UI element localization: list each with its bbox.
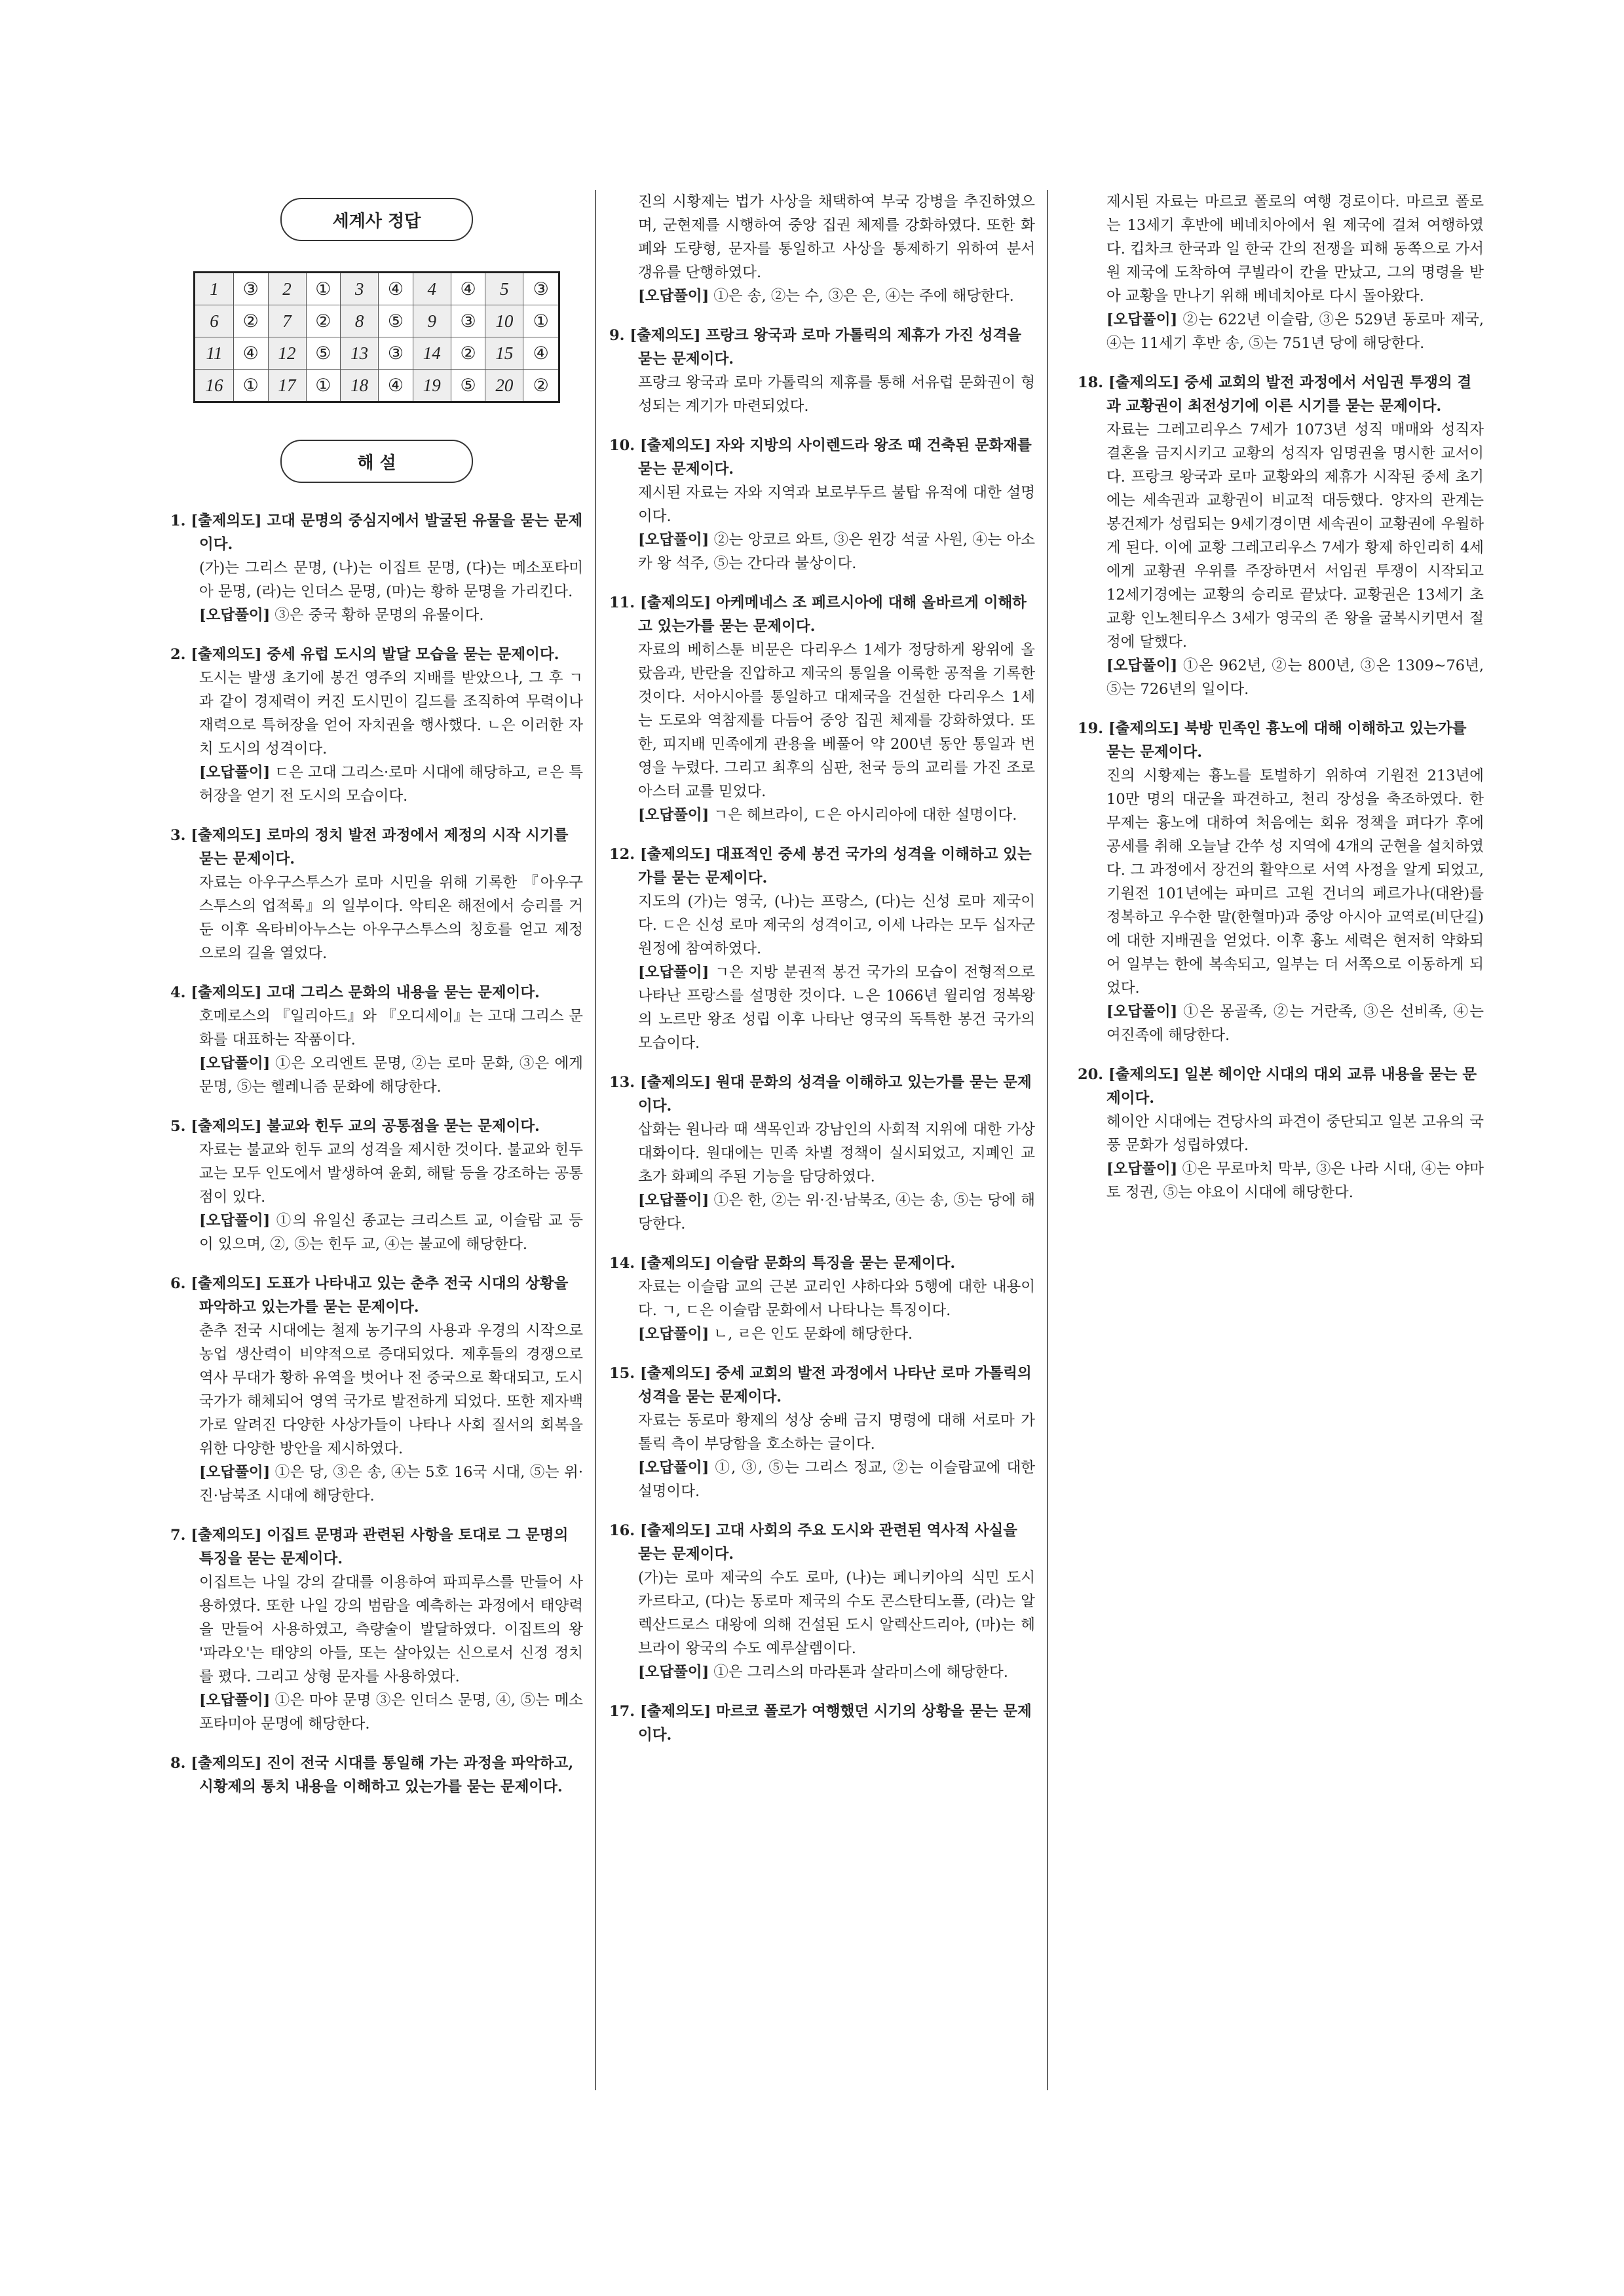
- question-body: [170, 871, 583, 965]
- question-heading: 15. [출제의도] 중세 교회의 발전 과정에서 나타난 로마 가톨릭의 성격을 묻는 문제이다.: [609, 1365, 1032, 1406]
- question-body: [609, 481, 1035, 575]
- answer-number: 13: [341, 337, 379, 370]
- wrong-answer-label: [오답풀이]: [199, 764, 271, 781]
- wrong-answer-label: [오답풀이]: [638, 807, 709, 824]
- wrong-answer-note: [199, 603, 583, 627]
- wrong-answer-note: [638, 284, 1035, 308]
- answer-choice: ④: [379, 370, 413, 402]
- answer-number: 14: [413, 337, 451, 370]
- question-body: [609, 371, 1035, 418]
- explanation-q8: [609, 190, 1035, 308]
- answer-number: 4: [413, 273, 451, 305]
- explanation-q4: [170, 981, 583, 1099]
- explanation-text: 지도의 (가)는 영국, (나)는 프랑스, (다)는 신성 로마 제국이다. ㄷ은 신성 로마 제국의 성격이고, 이세 나라는 모두 십자군 원정에 참여하였다.: [638, 893, 1035, 957]
- wrong-answer-text: ①, ③, ⑤는 그리스 정교, ②는 이슬람교에 대한 설명이다.: [638, 1459, 1035, 1500]
- explanation-q6: [170, 1272, 583, 1508]
- answer-choice: ④: [379, 273, 413, 305]
- explanation-text: 진의 시황제는 법가 사상을 채택하여 부국 강병을 추진하였으며, 군현제를 시행하여 중앙 집권 체제를 강화하였다. 또한 화폐와 도량형, 문자를 통일하고 사상을 통제하기 위하여 분서 갱유를 단행하였다.: [638, 193, 1035, 281]
- wrong-answer-label: [오답풀이]: [638, 288, 709, 305]
- wrong-answer-note: [1106, 1157, 1484, 1204]
- question-body: [609, 638, 1035, 827]
- explanation-q2: [170, 643, 583, 808]
- wrong-answer-note: [638, 961, 1035, 1055]
- explanation-text: 제시된 자료는 마르코 폴로의 여행 경로이다. 마르코 폴로는 13세기 후반에 베네치아에서 원 제국에 걸쳐 여행하였다. 킵차크 한국과 일 한국 간의 전쟁을 피해 동쪽으로 가서 원 제국에 도착하여 쿠빌라이 칸을 만났고, 그의 명령을 받아 교황을 만나기 위해 베네치아로 다시 돌아왔다.: [1106, 193, 1484, 305]
- answer-number: 15: [485, 337, 523, 370]
- wrong-answer-label: [오답풀이]: [638, 964, 709, 981]
- wrong-answer-text: ①은 한, ②는 위·진·남북조, ④는 송, ⑤는 당에 해당한다.: [638, 1192, 1035, 1233]
- wrong-answer-text: ③은 중국 황하 문명의 유물이다.: [270, 607, 484, 624]
- answer-choice: ①: [523, 305, 559, 337]
- answer-number: 6: [195, 305, 234, 337]
- question-heading: 12. [출제의도] 대표적인 중세 봉건 국가의 성격을 이해하고 있는가를 묻는 문제이다.: [609, 846, 1032, 887]
- answer-choice: ⑤: [451, 370, 485, 402]
- explanation-text: 헤이안 시대에는 견당사의 파견이 중단되고 일본 고유의 국풍 문화가 성립하였다.: [1106, 1113, 1484, 1154]
- answer-table: [193, 271, 560, 403]
- question-body: [609, 1275, 1035, 1346]
- wrong-answer-note: [638, 528, 1035, 575]
- wrong-answer-label: [오답풀이]: [199, 1212, 271, 1229]
- question-heading: 20. [출제의도] 일본 헤이안 시대의 대외 교류 내용을 묻는 문제이다.: [1078, 1066, 1477, 1107]
- wrong-answer-label: [오답풀이]: [638, 1192, 709, 1209]
- explanation-text: 자료는 동로마 황제의 성상 숭배 금지 명령에 대해 서로마 가톨릭 측이 부당함을 호소하는 글이다.: [638, 1412, 1035, 1453]
- answer-number: 19: [413, 370, 451, 402]
- question-body: [1078, 418, 1484, 701]
- wrong-answer-note: [638, 1456, 1035, 1503]
- question-body: [170, 1571, 583, 1736]
- wrong-answer-note: [199, 1052, 583, 1099]
- question-body: [609, 1409, 1035, 1503]
- question-heading: 19. [출제의도] 북방 민족인 흉노에 대해 이해하고 있는가를 묻는 문제이다.: [1078, 720, 1467, 761]
- answer-number: 3: [341, 273, 379, 305]
- question-body: [609, 1566, 1035, 1684]
- wrong-answer-label: [오답풀이]: [199, 1055, 271, 1072]
- explanation-text: 도시는 발생 초기에 봉건 영주의 지배를 받았으나, 그 후 ㄱ과 같이 경제력이 커진 도시민이 길드를 조직하여 무력이나 재력으로 특허장을 얻어 자치권을 행사했다. ㄴ은 이러한 자치 도시의 성격이다.: [199, 670, 583, 757]
- answer-choice: ①: [306, 273, 341, 305]
- explanation-text: 호메로스의 『일리아드』와 『오디세이』는 고대 그리스 문화를 대표하는 작품이다.: [199, 1008, 583, 1048]
- wrong-answer-text: ①은 마야 문명 ③은 인더스 문명, ④, ⑤는 메소포타미아 문명에 해당한다.: [199, 1692, 583, 1732]
- answer-choice: ④: [523, 337, 559, 370]
- answer-choice: ③: [379, 337, 413, 370]
- explanation-q1: [170, 509, 583, 627]
- answer-choice: ②: [306, 305, 341, 337]
- question-body: [1078, 764, 1484, 1047]
- wrong-answer-text: ①은 그리스의 마라톤과 살라미스에 해당한다.: [709, 1664, 1008, 1681]
- wrong-answer-text: ①은 무로마치 막부, ③은 나라 시대, ④는 야마토 정권, ⑤는 야요이 시대에 해당한다.: [1106, 1160, 1484, 1201]
- wrong-answer-note: [199, 1461, 583, 1508]
- wrong-answer-text: ①의 유일신 종교는 크리스트 교, 이슬람 교 등이 있으며, ②, ⑤는 힌두 교, ④는 불교에 해당한다.: [199, 1212, 583, 1253]
- answer-choice: ⑤: [306, 337, 341, 370]
- wrong-answer-note: [638, 1660, 1035, 1684]
- question-body: [170, 1319, 583, 1508]
- question-heading: 8. [출제의도] 진이 전국 시대를 통일해 가는 과정을 파악하고, 시황제의 통치 내용을 이해하고 있는가를 묻는 문제이다.: [170, 1755, 574, 1795]
- answer-choice: ②: [233, 305, 268, 337]
- question-heading: 4. [출제의도] 고대 그리스 문화의 내용을 묻는 문제이다.: [170, 984, 540, 1001]
- question-heading: 13. [출제의도] 원대 문화의 성격을 이해하고 있는가를 묻는 문제이다.: [609, 1074, 1032, 1115]
- answer-row: [195, 273, 559, 305]
- answer-number: 11: [195, 337, 234, 370]
- explanation-q15: [609, 1362, 1035, 1503]
- answer-number: 16: [195, 370, 234, 402]
- question-heading: 16. [출제의도] 고대 사회의 주요 도시와 관련된 역사적 사실을 묻는 문제이다.: [609, 1522, 1018, 1563]
- explanation-text: 자료는 아우구스투스가 로마 시민을 위해 기록한 『아우구스투스의 업적록』의 일부이다. 악티온 해전에서 승리를 거둔 이후 옥타비아누스는 아우구스투스의 칭호를 얻고 제정으로의 길을 열었다.: [199, 874, 583, 962]
- question-heading: 5. [출제의도] 불교와 힌두 교의 공통점을 묻는 문제이다.: [170, 1118, 540, 1135]
- answer-choice: ②: [523, 370, 559, 402]
- wrong-answer-note: [1106, 654, 1484, 701]
- explanation-text: 자료는 불교와 힌두 교의 성격을 제시한 것이다. 불교와 힌두 교는 모두 인도에서 발생하여 윤회, 해탈 등을 강조하는 공통점이 있다.: [199, 1141, 584, 1206]
- wrong-answer-text: ①은 오리엔트 문명, ②는 로마 문화, ③은 에게 문명, ⑤는 헬레니즘 문화에 해당한다.: [199, 1055, 583, 1096]
- explanation-q11: [609, 591, 1035, 827]
- wrong-answer-label: [오답풀이]: [1106, 657, 1178, 674]
- question-heading: 17. [출제의도] 마르코 폴로가 여행했던 시기의 상황을 묻는 문제이다.: [609, 1703, 1032, 1744]
- answer-number: 17: [268, 370, 306, 402]
- explanation-text: 자료의 베히스툰 비문은 다리우스 1세가 정당하게 왕위에 올랐음과, 반란을 진압하고 제국의 통일을 이룩한 공적을 기록한 것이다. 서아시아를 통일하고 대제국을 건설한 다리우스 1세는 도로와 역참제를 다듬어 중앙 집권 체제를 강화하였다. 또한, 피지배 민족에게 관용을 베풀어 약 200년 동안 통일과 번영을 누렸다. 그리고 최후의 심판, 천국 등의 교리를 가진 조로아스터 교를 믿었다.: [638, 641, 1035, 800]
- wrong-answer-note: [638, 1322, 1035, 1346]
- column-divider: [1047, 190, 1048, 2090]
- wrong-answer-text: ①은 몽골족, ②는 거란족, ③은 선비족, ④는 여진족에 해당한다.: [1106, 1003, 1484, 1044]
- explanation-q8: [170, 1751, 583, 1799]
- answer-row: [195, 305, 559, 337]
- wrong-answer-text: ②는 622년 이슬람, ③은 529년 동로마 제국, ④는 11세기 후반 송, ⑤는 751년 당에 해당한다.: [1106, 311, 1484, 352]
- wrong-answer-note: [638, 803, 1035, 827]
- explanation-text: 자료는 그레고리우스 7세가 1073년 성직 매매와 성직자 결혼을 금지시키고 교황의 성직자 임명권을 명시한 교서이다. 프랑크 왕국과 로마 교황와의 제휴가 시작된 중세 초기에는 세속권과 교황권이 비교적 대등했다. 양자의 관계는 봉건제가 성립되는 9세기경이면 세속권이 교황권에 우월하게 된다. 이에 교황 그레고리우스 7세가 황제 하인리히 4세에게 교황권 우위를 주장하면서 서임권 투쟁이 시작되고 12세기경에는 교황의 승리로 끝났다. 교황권은 13세기 초 교황 인노첸티우스 3세가 영국의 존 왕을 굴복시키면서 절정에 달했다.: [1106, 421, 1484, 651]
- question-heading: 9. [출제의도] 프랑크 왕국과 로마 가톨릭의 제휴가 가진 성격을 묻는 문제이다.: [609, 327, 1022, 368]
- question-heading: 6. [출제의도] 도표가 나타내고 있는 춘추 전국 시대의 상황을 파악하고 있는가를 묻는 문제이다.: [170, 1275, 569, 1316]
- explanation-text: 제시된 자료는 자와 지역과 보로부두르 불탑 유적에 대한 설명이다.: [638, 484, 1035, 525]
- question-body: [170, 1138, 583, 1256]
- explanation-q18: [1078, 371, 1484, 701]
- wrong-answer-text: ㄱ은 헤브라이, ㄷ은 아시리아에 대한 설명이다.: [709, 807, 1017, 824]
- question-body: [609, 890, 1035, 1055]
- answer-number: 20: [485, 370, 523, 402]
- explanation-text: (가)는 그리스 문명, (나)는 이집트 문명, (다)는 메소포타미아 문명, (라)는 인더스 문명, (마)는 황하 문명을 가리킨다.: [199, 560, 583, 600]
- question-heading: 3. [출제의도] 로마의 정치 발전 과정에서 제정의 시작 시기를 묻는 문제이다.: [170, 827, 569, 868]
- question-heading: 11. [출제의도] 아케메네스 조 페르시아에 대해 올바르게 이해하고 있는가를 묻는 문제이다.: [609, 594, 1027, 635]
- answer-choice: ①: [306, 370, 341, 402]
- answer-choice: ④: [233, 337, 268, 370]
- answer-number: 10: [485, 305, 523, 337]
- answer-choice: ③: [233, 273, 268, 305]
- answer-number: 18: [341, 370, 379, 402]
- question-heading: 2. [출제의도] 중세 유럽 도시의 발달 모습을 묻는 문제이다.: [170, 646, 559, 663]
- wrong-answer-note: [199, 761, 583, 808]
- wrong-answer-label: [오답풀이]: [638, 531, 709, 548]
- wrong-answer-label: [오답풀이]: [1106, 1003, 1178, 1020]
- explanation-q13: [609, 1071, 1035, 1236]
- explanation-q3: [170, 824, 583, 965]
- question-body: [170, 666, 583, 808]
- wrong-answer-note: [199, 1689, 583, 1736]
- explanation-q20: [1078, 1063, 1484, 1204]
- question-body: [609, 1118, 1035, 1236]
- explanation-text: 자료는 이슬람 교의 근본 교리인 샤하다와 5행에 대한 내용이다. ㄱ, ㄷ은 이슬람 문화에서 나타나는 특징이다.: [638, 1278, 1035, 1319]
- wrong-answer-label: [오답풀이]: [638, 1326, 709, 1343]
- explanation-q17: [1078, 190, 1484, 355]
- wrong-answer-label: [오답풀이]: [1106, 1160, 1178, 1177]
- explanation-q17: [609, 1700, 1035, 1747]
- question-heading: 7. [출제의도] 이집트 문명과 관련된 사항을 토대로 그 문명의 특징을 묻는 문제이다.: [170, 1527, 569, 1567]
- wrong-answer-text: ①은 당, ③은 송, ④는 5호 16국 시대, ⑤는 위·진·남북조 시대에 해당한다.: [199, 1464, 583, 1504]
- question-heading: 14. [출제의도] 이슬람 문화의 특징을 묻는 문제이다.: [609, 1255, 956, 1272]
- explanation-text: 프랑크 왕국과 로마 가톨릭의 제휴를 통해 서유럽 문화권이 형성되는 계기가 마련되었다.: [638, 374, 1035, 415]
- wrong-answer-text: ㄴ, ㄹ은 인도 문화에 해당한다.: [709, 1326, 913, 1343]
- answer-number: 7: [268, 305, 306, 337]
- column-1: [170, 190, 583, 1799]
- explanation-q12: [609, 843, 1035, 1055]
- answer-choice: ①: [233, 370, 268, 402]
- explanation-text: 진의 시황제는 흉노를 토벌하기 위하여 기원전 213년에 10만 명의 대군을 파견하고, 천리 장성을 축조하였다. 한 무제는 흉노에 대하여 처음에는 회유 정책을 펴다가 후에 공세를 취해 오늘날 간쑤 성 지역에 4개의 군현을 설치하였다. 그 과정에서 장건의 활약으로 서역 사정을 알게 되었고, 기원전 101년에는 파미르 고원 건너의 페르가나(대완)를 정복하고 우수한 말(한혈마)과 중앙 아시아 교역로(비단길)에 대한 지배권을 얻었다. 이후 흉노 세력은 현저히 약화되어 일부는 한에 복속되고, 일부는 더 서쪽으로 이동하게 되었다.: [1106, 767, 1484, 997]
- wrong-answer-label: [오답풀이]: [1106, 311, 1178, 328]
- answer-row: [195, 337, 559, 370]
- explanation-q7: [170, 1523, 583, 1736]
- answer-choice: ⑤: [379, 305, 413, 337]
- explanation-title: 해 설: [280, 440, 473, 483]
- wrong-answer-note: [199, 1209, 583, 1256]
- wrong-answer-note: [1106, 308, 1484, 355]
- wrong-answer-text: ㄱ은 지방 분권적 봉건 국가의 모습이 전형적으로 나타난 프랑스를 설명한 것이다. ㄴ은 1066년 윌리엄 정복왕의 노르만 왕조 성립 이후 나타난 영국의 독특한 봉건 국가의 모습이다.: [638, 964, 1035, 1052]
- explanation-q14: [609, 1252, 1035, 1346]
- answer-number: 5: [485, 273, 523, 305]
- wrong-answer-label: [오답풀이]: [638, 1664, 709, 1681]
- answer-number: 2: [268, 273, 306, 305]
- answer-number: 8: [341, 305, 379, 337]
- wrong-answer-label: [오답풀이]: [199, 1692, 271, 1709]
- answer-choice: ③: [523, 273, 559, 305]
- explanation-text: 춘추 전국 시대에는 철제 농기구의 사용과 우경의 시작으로 농업 생산력이 비약적으로 증대되었다. 제후들의 경쟁으로 역사 무대가 황하 유역을 벗어나 전 중국으로 확대되고, 도시 국가가 해체되어 영역 국가로 발전하게 되었다. 또한 제자백가로 알려진 다양한 사상가들이 나타나 사회 질서의 회복을 위한 다양한 방안을 제시하였다.: [199, 1322, 584, 1457]
- answer-choice: ④: [451, 273, 485, 305]
- question-body: [609, 190, 1035, 308]
- wrong-answer-note: [638, 1189, 1035, 1236]
- explanation-q5: [170, 1115, 583, 1256]
- explanation-q10: [609, 434, 1035, 575]
- question-body: [1078, 1110, 1484, 1204]
- question-body: [170, 556, 583, 627]
- explanation-text: 삽화는 원나라 때 색목인과 강남인의 사회적 지위에 대한 가상 대화이다. 원대에는 민족 차별 정책이 실시되었고, 지폐인 교초가 화폐의 주된 기능을 담당하였다.: [638, 1121, 1035, 1185]
- explanation-q19: [1078, 717, 1484, 1047]
- explanation-q9: [609, 324, 1035, 418]
- wrong-answer-text: ①은 962년, ②는 800년, ③은 1309~76년, ⑤는 726년의 일이다.: [1106, 657, 1484, 698]
- answer-number: 1: [195, 273, 234, 305]
- answer-number: 9: [413, 305, 451, 337]
- wrong-answer-note: [1106, 1000, 1484, 1047]
- answer-row: [195, 370, 559, 402]
- answer-choice: ③: [451, 305, 485, 337]
- wrong-answer-label: [오답풀이]: [638, 1459, 709, 1476]
- answer-number: 12: [268, 337, 306, 370]
- question-heading: 18. [출제의도] 중세 교회의 발전 과정에서 서임권 투쟁의 결과 교황권이 최전성기에 이른 시기를 묻는 문제이다.: [1078, 374, 1472, 415]
- answer-title: 세계사 정답: [280, 198, 473, 241]
- wrong-answer-text: ㄷ은 고대 그리스·로마 시대에 해당하고, ㄹ은 특허장을 얻기 전 도시의 모습이다.: [199, 764, 583, 805]
- column-divider: [595, 190, 596, 2090]
- explanation-q16: [609, 1519, 1035, 1684]
- wrong-answer-text: ②는 앙코르 와트, ③은 윈강 석굴 사원, ④는 아소카 왕 석주, ⑤는 간다라 불상이다.: [638, 531, 1035, 572]
- column-3: [1078, 190, 1484, 1220]
- question-body: [1078, 190, 1484, 355]
- question-heading: 1. [출제의도] 고대 문명의 중심지에서 발굴된 유물을 묻는 문제이다.: [170, 512, 583, 553]
- explanation-text: (가)는 로마 제국의 수도 로마, (나)는 페니키아의 식민 도시 카르타고, (다)는 동로마 제국의 수도 콘스탄티노플, (라)는 알렉산드로스 대왕에 의해 건설된 도시 알렉산드리아, (마)는 헤브라이 왕국의 수도 예루살렘이다.: [638, 1569, 1035, 1657]
- explanation-text: 이집트는 나일 강의 갈대를 이용하여 파피루스를 만들어 사용하였다. 또한 나일 강의 범람을 예측하는 과정에서 태양력을 만들어 사용하였고, 측량술이 발달하였다. 이집트의 왕 '파라오'는 태양의 아들, 또는 살아있는 신으로서 신정 정치를 폈다. 그리고 상형 문자를 사용하였다.: [199, 1574, 583, 1685]
- answer-choice: ②: [451, 337, 485, 370]
- wrong-answer-text: ①은 송, ②는 수, ③은 은, ④는 주에 해당한다.: [709, 288, 1014, 305]
- question-body: [170, 1004, 583, 1099]
- wrong-answer-label: [오답풀이]: [199, 607, 271, 624]
- wrong-answer-label: [오답풀이]: [199, 1464, 271, 1481]
- question-heading: 10. [출제의도] 자와 지방의 사이렌드라 왕조 때 건축된 문화재를 묻는 문제이다.: [609, 437, 1032, 478]
- column-2: [609, 190, 1035, 1747]
